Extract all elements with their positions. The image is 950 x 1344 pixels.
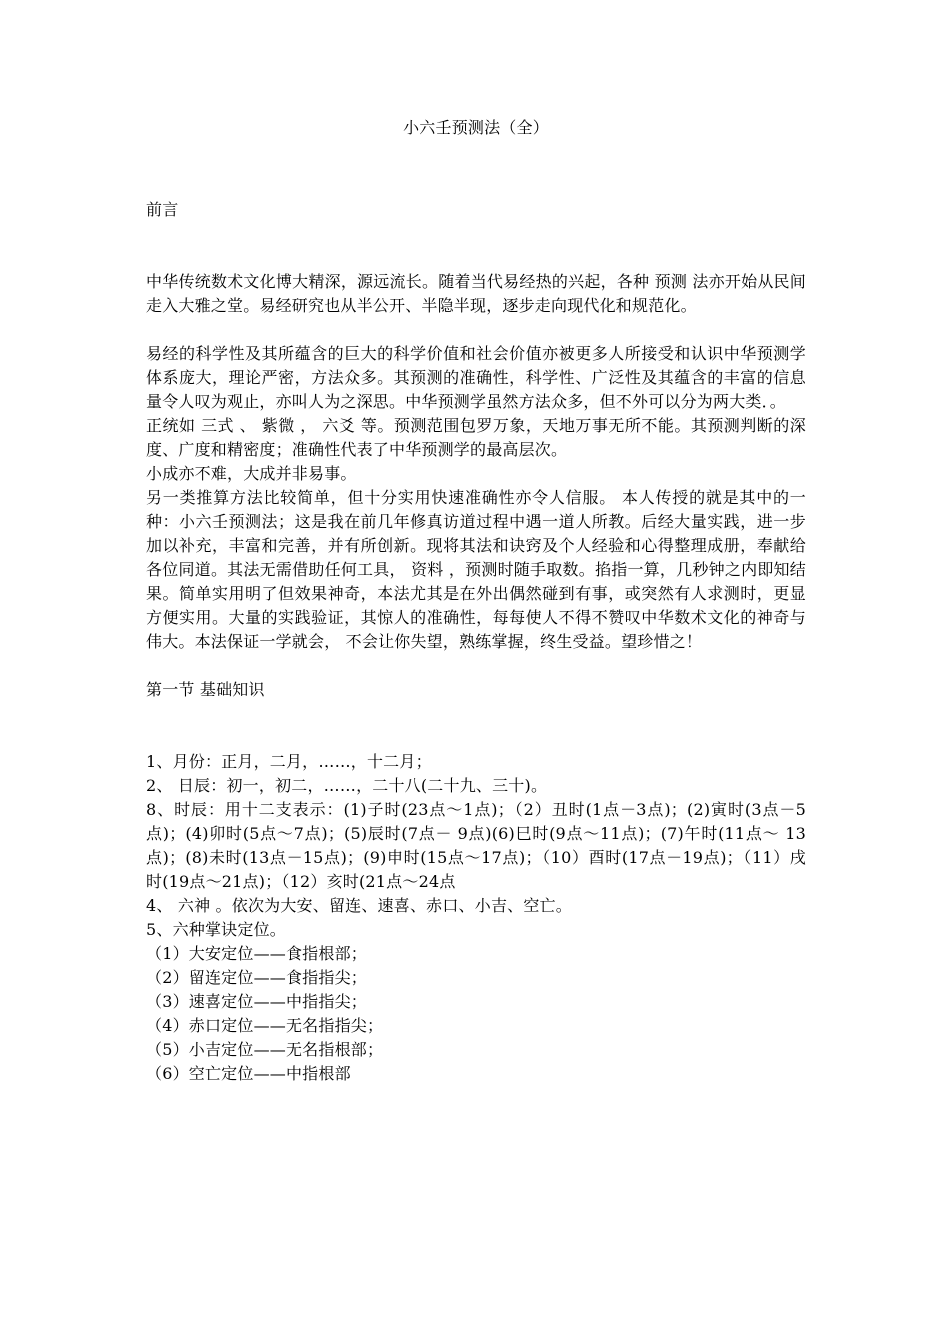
list-item: （6）空亡定位——中指根部: [146, 1064, 351, 1083]
section1-heading: 第一节 基础知识: [146, 680, 265, 699]
list-item: （5）小吉定位——无名指根部；: [146, 1040, 384, 1059]
list-item: （1）大安定位——食指根部；: [146, 944, 367, 963]
document-body: [146, 116, 806, 1086]
list-item: 5、六种掌诀定位。: [146, 920, 286, 939]
list-item: （4）赤口定位——无名指指尖；: [146, 1016, 384, 1035]
preface-paragraph-3: 正统如 三式 、 紫微 ， 六爻 等。预测范围包罗万象，天地万事无所不能。其预测判断的深度、广度和精密度；准确性代表了中华预测学的最高层次。: [146, 416, 806, 459]
spacer: [146, 318, 806, 342]
spacer: [146, 222, 806, 270]
preface-paragraph-1: 中华传统数术文化博大精深，源远流长。随着当代易经热的兴起，各种 预测 法亦开始从民间走入大雅之堂。易经研究也从半公开、半隐半现，逐步走向现代化和规范化。: [146, 272, 806, 315]
preface-paragraph-2: 易经的科学性及其所蕴含的巨大的科学价值和社会价值亦被更多人所接受和认识中华预测学体系庞大，理论严密，方法众多。其预测的准确性，科学性、广泛性及其蕴含的丰富的信息量令人叹为观止，亦叫人为之深思。中华预测学虽然方法众多，但不外可以分为两大类．。: [146, 344, 806, 411]
list-item: 8、时辰：用十二支表示：(1)子时(23点～1点)；（2）丑时(1点－3点)；(2)寅时(3点－5点)；(4)卯时(5点～7点)；(5)辰时(7点－ 9点)(6)巳时(9点～11点)；(7)午时(11点～ 13点)；(8)未时(13点－15点)；(9)申时(15点～17点)；（10）酉时(17点－19点)；（11）戌时(19点～21点)；（12）亥时(21点～24点: [146, 800, 806, 891]
preface-heading: 前言: [146, 200, 179, 219]
list-item: （2）留连定位——食指指尖；: [146, 968, 367, 987]
document-title: 小六壬预测法（全）: [403, 118, 549, 137]
list-item: （3）速喜定位——中指指尖；: [146, 992, 367, 1011]
spacer: [146, 654, 806, 678]
list-item: 2、 日辰：初一，初二，……，二十八(二十九、三十)。: [146, 776, 548, 795]
spacer: [146, 702, 806, 750]
list-item: 4、 六神 。依次为大安、留连、速喜、赤口、小吉、空亡。: [146, 896, 572, 915]
list-item: 1、月份：正月，二月，……，十二月；: [146, 752, 432, 771]
preface-paragraph-5: 另一类推算方法比较简单，但十分实用快速准确性亦令人信服。 本人传授的就是其中的一种：小六壬预测法；这是我在前几年修真访道过程中遇一道人所教。后经大量实践，进一步加以补充，丰富和完善，并有所创新。现将其法和诀窍及个人经验和心得整理成册，奉献给各位同道。其法无需借助任何工具， 资料 ，预测时随手取数。掐指一算，几秒钟之内即知结果。简单实用明了但效果神奇，本法尤其是在外出偶然碰到有事，或突然有人求测时，更显方便实用。大量的实践验证，其惊人的准确性，每每使人不得不赞叹中华数术文化的神奇与伟大。本法保证一学就会， 不会让你失望，熟练掌握，终生受益。望珍惜之！: [146, 488, 806, 651]
preface-paragraph-4: 小成亦不难，大成并非易事。: [146, 464, 357, 483]
